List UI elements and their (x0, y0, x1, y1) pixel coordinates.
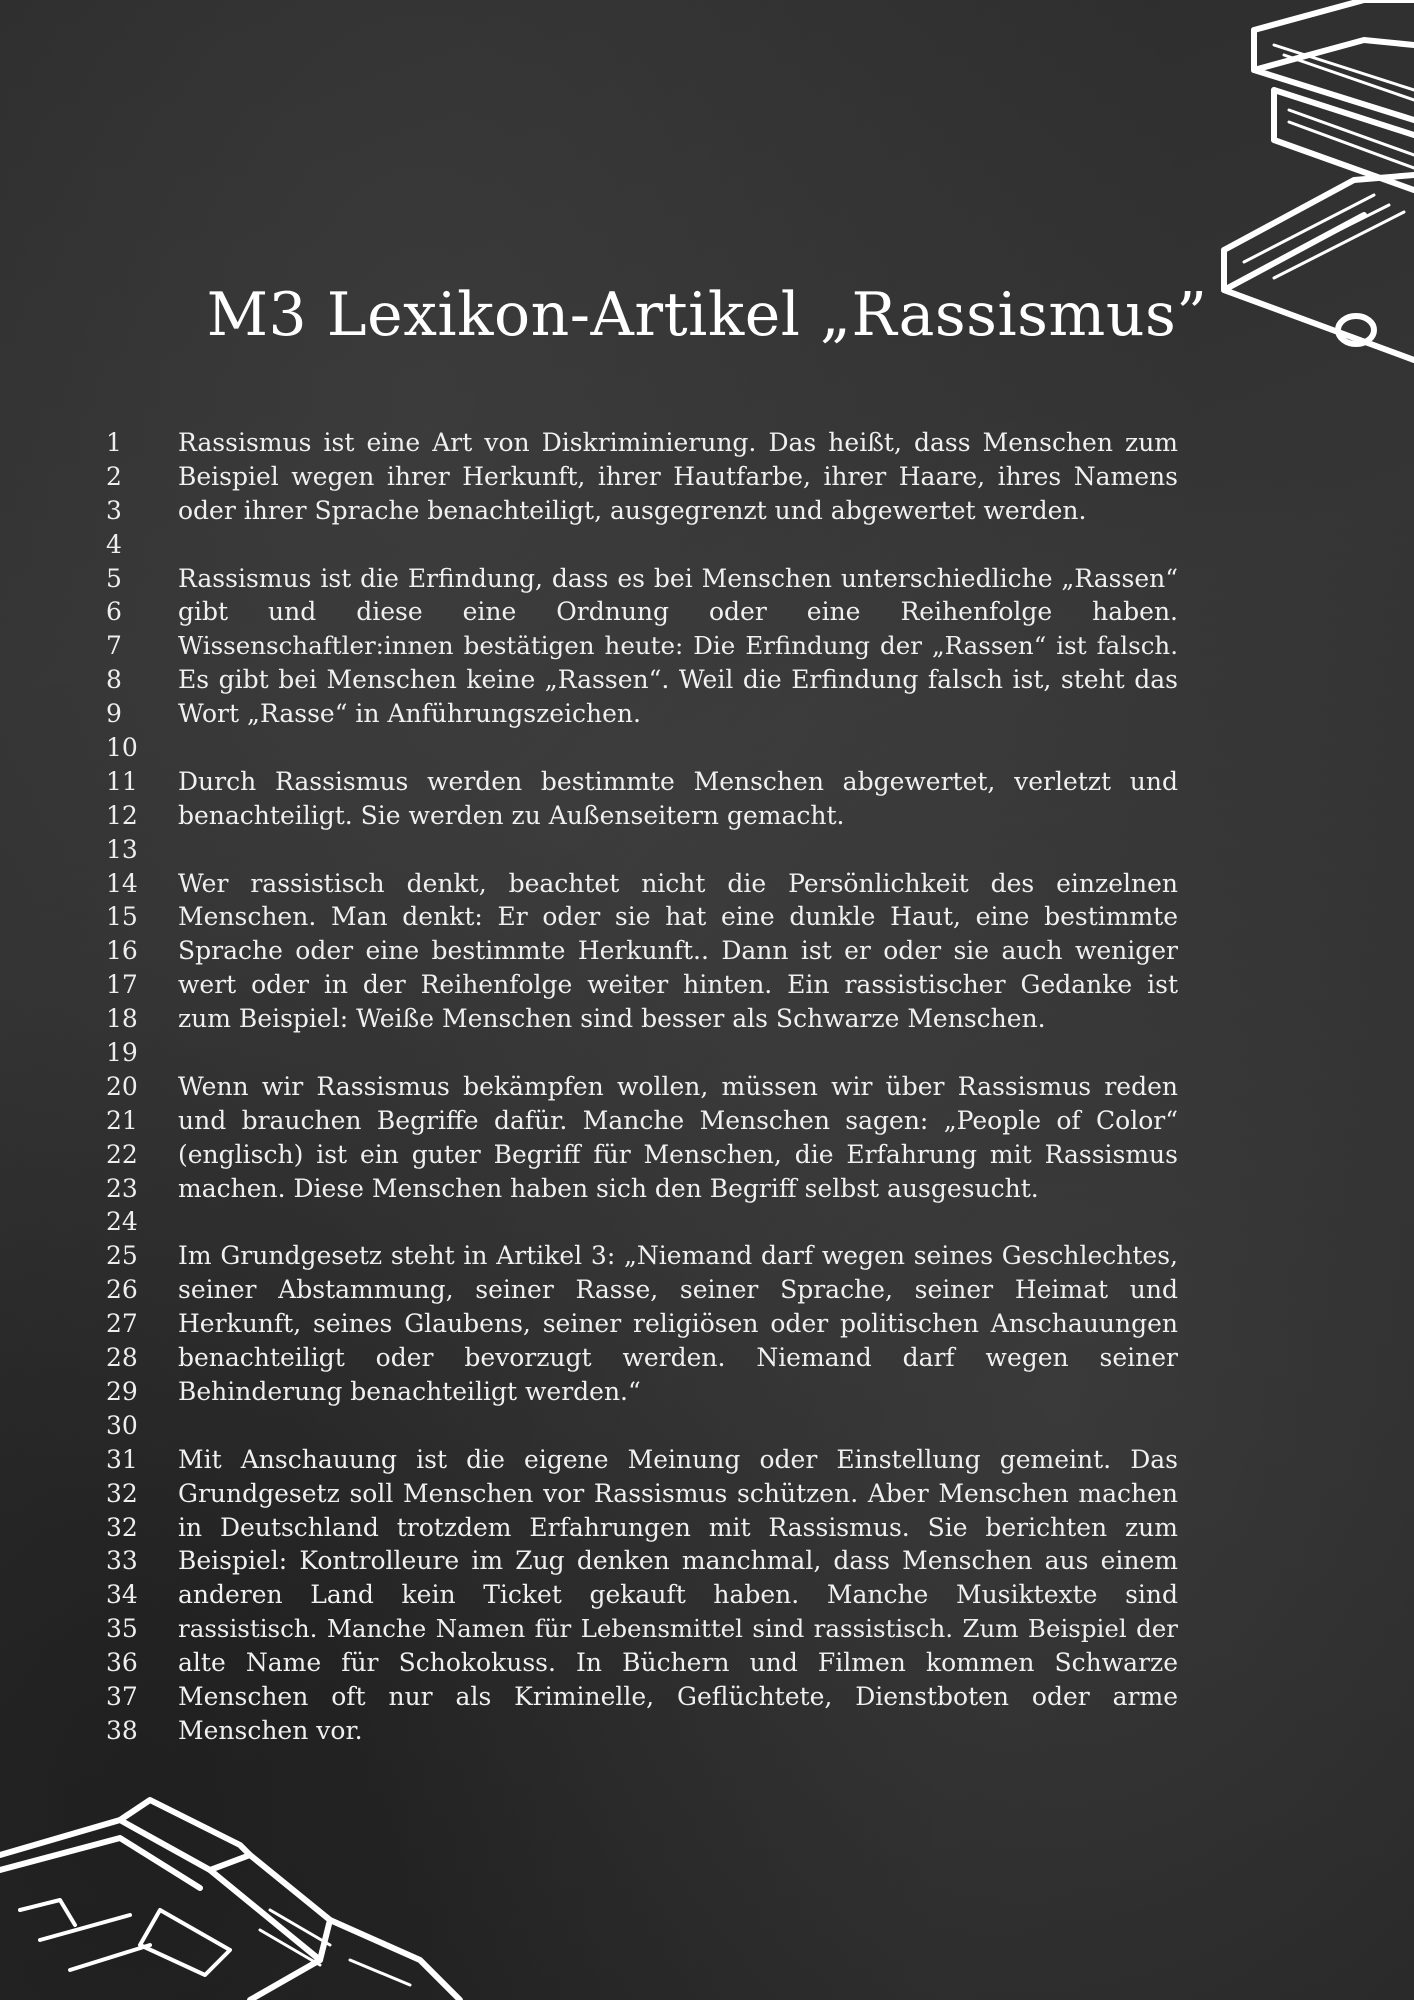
line-text: Mit Anschauung ist die eigene Meinung oder Einstellung gemeint. Das (178, 1444, 1178, 1474)
line-text: Es gibt bei Menschen keine „Rassen“. Weil die Erfindung falsch ist, steht das (178, 665, 1178, 695)
text-line (106, 1375, 1206, 1409)
line-number: 29 (106, 1376, 138, 1406)
line-number: 16 (106, 936, 138, 966)
text-line (106, 1544, 1206, 1578)
line-number: 14 (106, 868, 138, 898)
line-number: 28 (106, 1343, 138, 1373)
line-text: rassistisch. Manche Namen für Lebensmittel sind rassistisch. Zum Beispiel der (178, 1614, 1178, 1644)
text-line (106, 1612, 1206, 1646)
line-text: Rassismus ist eine Art von Diskriminierung. Das heißt, dass Menschen zum (178, 428, 1178, 457)
line-number: 5 (106, 563, 122, 593)
text-line (106, 968, 1206, 1002)
line-number: 34 (106, 1580, 138, 1610)
text-line (106, 562, 1206, 596)
text-line (106, 528, 1206, 562)
text-line (106, 1172, 1206, 1206)
text-line (106, 833, 1206, 867)
line-number: 33 (106, 1546, 138, 1576)
line-text: in Deutschland trotzdem Erfahrungen mit Rassismus. Sie berichten zum (178, 1512, 1178, 1542)
text-line (106, 731, 1206, 765)
line-text (178, 1036, 1178, 1070)
line-number: 20 (106, 1071, 138, 1101)
text-line (106, 765, 1206, 799)
line-number: 17 (106, 970, 138, 1000)
line-text: Beispiel: Kontrolleure im Zug denken manchmal, dass Menschen aus einem (178, 1546, 1178, 1576)
line-text: Herkunft, seines Glaubens, seiner religiösen oder politischen Anschauungen (178, 1309, 1178, 1339)
line-text (178, 1409, 1178, 1443)
line-number: 7 (106, 631, 122, 661)
line-number: 36 (106, 1648, 138, 1678)
line-text: Grundgesetz soll Menschen vor Rassismus schützen. Aber Menschen machen (178, 1478, 1178, 1508)
line-text: zum Beispiel: Weiße Menschen sind besser als Schwarze Menschen. (178, 1004, 1046, 1034)
line-number: 1 (106, 428, 122, 457)
line-text: Menschen. Man denkt: Er oder sie hat eine dunkle Haut, eine bestimmte (178, 902, 1178, 932)
text-line (106, 1680, 1206, 1714)
line-text (178, 731, 1178, 765)
text-line (106, 1477, 1206, 1511)
line-number: 10 (106, 733, 138, 763)
line-text: (englisch) ist ein guter Begriff für Menschen, die Erfahrung mit Rassismus (178, 1139, 1178, 1169)
line-text (178, 528, 1178, 562)
line-number: 11 (106, 766, 138, 796)
text-line (106, 1205, 1206, 1239)
text-line (106, 1443, 1206, 1477)
text-line (106, 1511, 1206, 1545)
line-text: benachteiligt oder bevorzugt werden. Niemand darf wegen seiner (178, 1343, 1178, 1373)
line-text: Sprache oder eine bestimmte Herkunft.. Dann ist er oder sie auch weniger (178, 936, 1178, 966)
line-number: 32 (106, 1512, 138, 1542)
open-book-icon (0, 1760, 470, 2000)
line-text: Wissenschaftler:innen bestätigen heute: Die Erfindung der „Rassen“ ist falsch. (178, 631, 1178, 661)
text-line (106, 1273, 1206, 1307)
page-title: M3 Lexikon-Artikel „Rassismus” (206, 280, 1208, 350)
text-line (106, 697, 1206, 731)
line-number: 32 (106, 1478, 138, 1508)
line-number: 30 (106, 1410, 138, 1440)
line-text: Im Grundgesetz steht in Artikel 3: „Niemand darf wegen seines Geschlechtes, (178, 1241, 1178, 1271)
line-number: 19 (106, 1038, 138, 1068)
text-line (106, 1138, 1206, 1172)
line-number: 31 (106, 1444, 138, 1474)
line-number: 35 (106, 1614, 138, 1644)
text-line (106, 900, 1206, 934)
line-text: Rassismus ist die Erfindung, dass es bei Menschen unterschiedliche „Rassen“ (178, 563, 1178, 593)
line-number: 23 (106, 1173, 138, 1203)
text-line (106, 494, 1206, 528)
text-line (106, 1409, 1206, 1443)
line-text: gibt und diese eine Ordnung oder eine Reihenfolge haben. (178, 597, 1178, 627)
line-number: 37 (106, 1681, 138, 1711)
line-text: Menschen oft nur als Kriminelle, Geflüchtete, Dienstboten oder arme (178, 1681, 1178, 1711)
text-line (106, 1239, 1206, 1273)
line-number: 18 (106, 1004, 138, 1034)
line-number: 22 (106, 1139, 138, 1169)
line-text: Menschen vor. (178, 1715, 363, 1745)
line-text: wert oder in der Reihenfolge weiter hinten. Ein rassistischer Gedanke ist (178, 970, 1178, 1000)
line-number: 3 (106, 495, 122, 525)
line-text: Durch Rassismus werden bestimmte Menschen abgewertet, verletzt und (178, 766, 1178, 796)
text-line (106, 460, 1206, 494)
line-text: Wenn wir Rassismus bekämpfen wollen, müssen wir über Rassismus reden (178, 1071, 1178, 1101)
line-number: 9 (106, 699, 122, 729)
line-number: 26 (106, 1275, 138, 1305)
line-text: alte Name für Schokokuss. In Büchern und Filmen kommen Schwarze (178, 1648, 1178, 1678)
line-text: machen. Diese Menschen haben sich den Begriff selbst ausgesucht. (178, 1173, 1039, 1203)
line-number: 25 (106, 1241, 138, 1271)
text-line (106, 1307, 1206, 1341)
line-text: Behinderung benachteiligt werden.“ (178, 1376, 641, 1406)
text-line (106, 1104, 1206, 1138)
line-number: 21 (106, 1105, 138, 1135)
line-text: oder ihrer Sprache benachteiligt, ausgegrenzt und abgewertet werden. (178, 495, 1087, 525)
text-line (106, 934, 1206, 968)
line-number: 12 (106, 800, 138, 830)
line-number: 38 (106, 1715, 138, 1745)
line-text (178, 833, 1178, 867)
line-text: Beispiel wegen ihrer Herkunft, ihrer Hautfarbe, ihrer Haare, ihres Namens (178, 461, 1178, 491)
line-number: 27 (106, 1309, 138, 1339)
text-line (106, 1578, 1206, 1612)
line-text: Wort „Rasse“ in Anführungszeichen. (178, 699, 641, 729)
text-line (106, 799, 1206, 833)
text-line (106, 595, 1206, 629)
line-number: 2 (106, 461, 122, 491)
line-text: und brauchen Begriffe dafür. Manche Menschen sagen: „People of Color“ (178, 1105, 1178, 1135)
line-number: 8 (106, 665, 122, 695)
line-text: Wer rassistisch denkt, beachtet nicht die Persönlichkeit des einzelnen (178, 868, 1178, 898)
line-text: anderen Land kein Ticket gekauft haben. Manche Musiktexte sind (178, 1580, 1178, 1610)
article-text (106, 426, 1206, 1748)
line-number: 15 (106, 902, 138, 932)
line-text: seiner Abstammung, seiner Rasse, seiner Sprache, seiner Heimat und (178, 1275, 1178, 1305)
line-text (178, 1205, 1178, 1239)
text-line (106, 629, 1206, 663)
line-text: benachteiligt. Sie werden zu Außenseitern gemacht. (178, 800, 845, 830)
text-line (106, 867, 1206, 901)
text-line (106, 1714, 1206, 1748)
text-line (106, 1036, 1206, 1070)
text-line (106, 1341, 1206, 1375)
line-number: 6 (106, 597, 122, 627)
text-line (106, 663, 1206, 697)
text-line (106, 1646, 1206, 1680)
text-line (106, 1070, 1206, 1104)
line-number: 13 (106, 834, 138, 864)
text-line (106, 426, 1206, 460)
line-number: 4 (106, 529, 122, 559)
line-number: 24 (106, 1207, 138, 1237)
text-line (106, 1002, 1206, 1036)
